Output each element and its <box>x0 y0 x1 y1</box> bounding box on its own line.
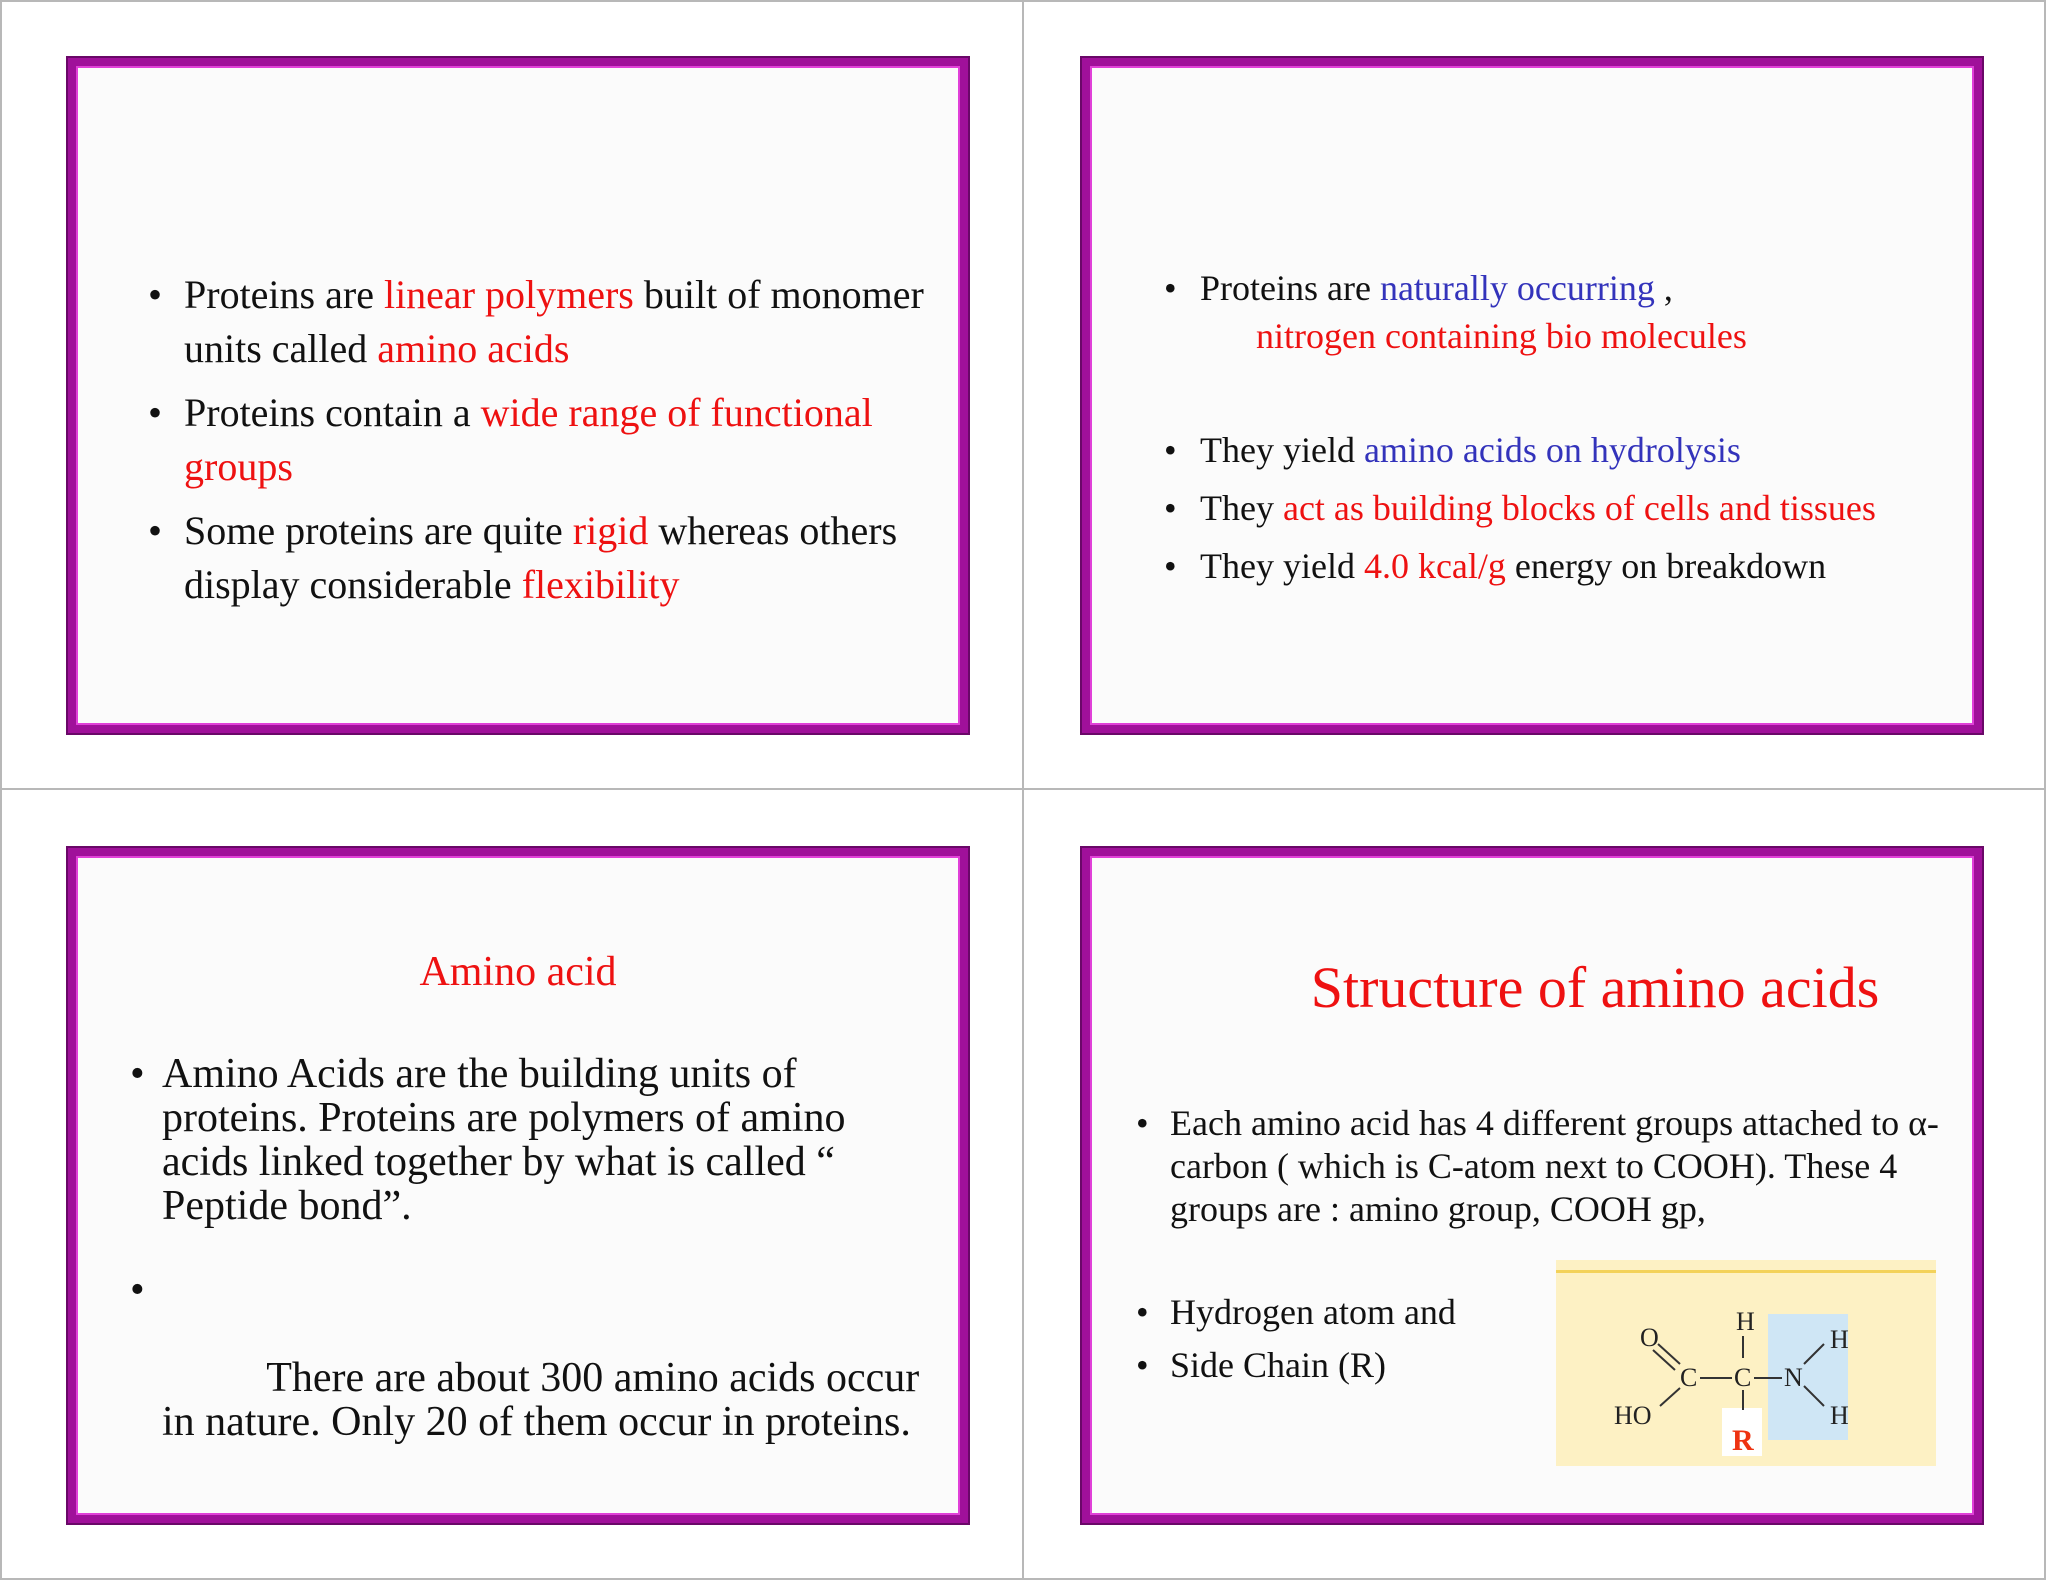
bullet-continuation: nitrogen containing bio molecules <box>1256 316 1747 356</box>
atom-alpha-c: C <box>1734 1363 1752 1392</box>
bullet-text: built of monomer units called <box>184 272 924 371</box>
bullet-dot: • <box>148 508 163 553</box>
sheet-border-left <box>0 0 2 1580</box>
slide-3-bullet-text: Amino Acids are the building units of proteins. Proteins are polymers of amino acids linked together by what is called “ Peptide bond”. <box>162 1051 846 1229</box>
highlighted-text: wide range of functional groups <box>184 390 873 489</box>
slide-4-bullet-text: Hydrogen atom and <box>1170 1292 1456 1332</box>
atom-h-amino-1: H <box>1830 1325 1849 1354</box>
bullet-dot: • <box>148 272 163 317</box>
slide-4-bullet-text: Side Chain (R) <box>1170 1345 1386 1385</box>
atom-ho: HO <box>1614 1401 1652 1430</box>
slide-2 <box>1082 58 1982 733</box>
bullet-text: They yield <box>1200 430 1364 470</box>
structure-svg <box>1556 1260 1936 1466</box>
slide-3-bullet <box>130 1051 922 1229</box>
highlighted-text: amino acids on hydrolysis <box>1363 430 1741 470</box>
bullet-dot: • <box>148 390 163 435</box>
amino-acid-structure-figure <box>1556 1260 1936 1466</box>
highlighted-text: flexibility <box>521 562 680 607</box>
bullet-dot: • <box>130 1267 145 1313</box>
bullet-dot: • <box>1136 1292 1149 1332</box>
s2list-bullet <box>1164 542 1960 590</box>
slide-4-bullet-text: Each amino acid has 4 different groups attached to α- carbon ( which is C-atom next to COOH). These 4 groups are : amino group, COOH gp, <box>1170 1103 1939 1229</box>
slide-1 <box>68 58 968 733</box>
sheet-divider-horizontal <box>0 788 2046 790</box>
bullet-dot: • <box>1164 268 1177 308</box>
s2list-bullet <box>1164 426 1960 474</box>
s2list-bullet <box>1164 484 1960 532</box>
bullet-text: Some proteins are quite <box>184 508 573 553</box>
slide-4-bullet <box>1136 1102 1950 1231</box>
bullet-text: whereas others display considerable <box>184 508 898 607</box>
s1list-bullet <box>148 386 924 494</box>
atom-carboxyl-c: C <box>1680 1363 1698 1392</box>
slide-3-bullet <box>130 1267 930 1488</box>
s1list-bullet <box>148 504 924 612</box>
highlighted-text: linear polymers <box>383 272 634 317</box>
bullet-dot: • <box>1136 1103 1149 1143</box>
bullet-dot: • <box>1164 430 1177 470</box>
highlighted-text: 4.0 kcal/g <box>1363 546 1506 586</box>
slide-3 <box>68 848 968 1523</box>
bullet-text: Proteins are <box>1200 268 1380 308</box>
sheet-divider-vertical <box>1022 0 1024 1580</box>
bullet-dot: • <box>1136 1345 1149 1385</box>
bullet-dot: • <box>1164 546 1177 586</box>
highlighted-text: naturally occurring <box>1379 268 1655 308</box>
slide-4 <box>1082 848 1982 1523</box>
slide-4-title: Structure of amino acids <box>1310 955 1880 1020</box>
slide-1-bullet-list <box>148 268 924 612</box>
slide-3-bullet-list <box>130 1051 930 1488</box>
bullet-text: Proteins are <box>184 272 384 317</box>
bond-co-double-a <box>1658 1344 1680 1364</box>
bullet-text: , <box>1654 268 1673 308</box>
bond-c-oh <box>1660 1388 1680 1406</box>
atom-n: N <box>1784 1363 1803 1392</box>
atom-h-amino-2: H <box>1830 1401 1849 1430</box>
atom-o: O <box>1640 1323 1659 1352</box>
slide-2-bullet-list <box>1164 264 1960 590</box>
sheet-border-right <box>2044 0 2046 1580</box>
s1list-bullet <box>148 268 924 376</box>
atom-h-alpha: H <box>1736 1307 1755 1336</box>
bullet-text: energy on breakdown <box>1505 546 1827 586</box>
bullet-dot: • <box>1164 488 1177 528</box>
bullet-dot: • <box>130 1051 145 1097</box>
s2list-bullet <box>1164 264 1960 360</box>
highlighted-text: rigid <box>572 508 649 553</box>
highlighted-text: act as building blocks of cells and tissues <box>1282 488 1876 528</box>
bullet-text: Proteins contain a <box>184 390 481 435</box>
slide-3-bullet-text: There are about 300 amino acids occur in nature. Only 20 of them occur in proteins. <box>162 1355 930 1445</box>
bullet-text: They yield <box>1200 546 1364 586</box>
bullet-text: They <box>1200 488 1283 528</box>
bond-co-double-b <box>1653 1350 1675 1370</box>
slide-3-title: Amino acid <box>419 949 617 995</box>
highlighted-text: amino acids <box>377 326 570 371</box>
side-chain-r: R <box>1732 1424 1754 1457</box>
